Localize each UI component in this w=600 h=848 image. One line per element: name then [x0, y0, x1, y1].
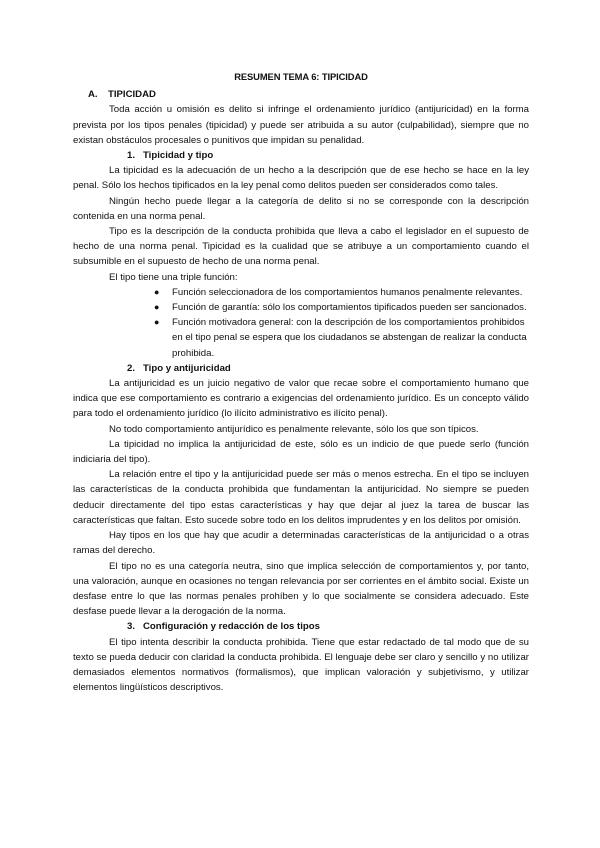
section-3-title: Configuración y redacción de los tipos [143, 621, 320, 633]
paragraph: Hay tipos en los que hay que acudir a determinadas características de la antijuricidad o a otras ramas del derecho. [73, 530, 529, 557]
section-1-heading [73, 148, 529, 163]
section-3-number: 3. [127, 621, 136, 633]
section-a-heading [73, 87, 529, 102]
list-item-text: Función seleccionadora de los comportamientos humanos penalmente relevantes. [172, 286, 523, 298]
paragraph: El tipo tiene una triple función: [109, 271, 238, 283]
list-item [154, 315, 529, 361]
section-2-heading [73, 361, 529, 376]
section-2-number: 2. [127, 362, 136, 374]
section-a-title: TIPICIDAD [108, 89, 156, 101]
list-item-text: Función motivadora general: con la descripción de los comportamientos prohibidos en el tipo penal se espera que los ciudadanos se abstengan de realizar la conducta prohibida. [172, 317, 527, 359]
paragraph: No todo comportamiento antijurídico es penalmente relevante, sólo los que son típicos. [109, 423, 479, 435]
paragraph: La tipicidad es la adecuación de un hecho a la descripción que de ese hecho se hace en la ley penal. Sólo los hechos tipificados en la ley penal como delitos pueden ser considerados como tales. [73, 165, 529, 192]
list-item-text: Función de garantía: sólo los comportamientos tipificados pueden ser sancionados. [172, 302, 527, 314]
section-1-number: 1. [127, 150, 136, 162]
paragraph: La tipicidad no implica la antijuricidad de este, sólo es un indicio de que puede serlo (función indiciaria del tipo). [73, 438, 529, 466]
paragraph: El tipo no es una categoría neutra, sino que implica selección de comportamientos y, por tanto, una valoración, aunque en ocasiones no tengan relevancia por ser corrientes en el ámbito social. Existe un desfase entre lo que las normas penales prohíben y lo que socialmente se considera adecuado. Este desfase puede llevar a la derogación de la norma. [73, 560, 529, 618]
intro-paragraph: Toda acción u omisión es delito si infringe el ordenamiento jurídico (antijuricidad) en la forma prevista por los tipos penales (tipicidad) y puede ser atribuida a su autor (culpabilidad), siempre que no existan obstáculos procesales o punitivos que impidan su penalidad. [73, 104, 529, 146]
paragraph: La antijuricidad es un juicio negativo de valor que recae sobre el comportamiento humano que indica que ese comportamiento es contrario a exigencias del ordenamiento jurídico. Es un concepto válido para todo el ordenamiento jurídico (lo ilícito administrativo es ilícito penal). [73, 378, 529, 420]
paragraph: Ningún hecho puede llegar a la categoría de delito si no se corresponde con la descripción contenida en una norma penal. [73, 195, 529, 222]
section-2-title: Tipo y antijuricidad [143, 362, 231, 374]
section-3-heading [73, 619, 529, 634]
list-item [154, 300, 529, 315]
bullet-icon: ● [154, 302, 160, 313]
bullet-icon: ● [154, 286, 160, 297]
document-body [73, 69, 529, 695]
section-1-title: Tipicidad y tipo [143, 150, 214, 162]
document-title: RESUMEN TEMA 6: TIPICIDAD [234, 71, 368, 82]
section-a-label: A. [88, 89, 98, 101]
list-item [154, 285, 529, 300]
function-list [73, 285, 529, 361]
bullet-icon: ● [154, 317, 160, 328]
paragraph: La relación entre el tipo y la antijuricidad puede ser más o menos estrecha. En el tipo se incluyen las características de la conducta prohibida que fundamentan la antijuricidad. No siempre se pueden deducir directamente del tipo estas características y hay que dejar al juez la tarea de buscar las características que faltan. Esto sucede sobre todo en los delitos imprudentes y en los delitos por omisión. [73, 469, 529, 526]
paragraph: El tipo intenta describir la conducta prohibida. Tiene que estar redactado de tal modo que de su texto se pueda deducir con claridad la conducta prohibida. El lenguaje debe ser claro y sencillo y no utilizar demasiados elementos normativos (formalismos), que implican valoración y subjetivismo, y utilizar elementos lingüísticos descriptivos. [73, 636, 529, 694]
paragraph: Tipo es la descripción de la conducta prohibida que lleva a cabo el legislador en el supuesto de hecho de una norma penal. Tipicidad es la cualidad que se atribuye a un comportamiento cuando el subsumible en el supuesto de hecho de una norma penal. [73, 226, 529, 268]
